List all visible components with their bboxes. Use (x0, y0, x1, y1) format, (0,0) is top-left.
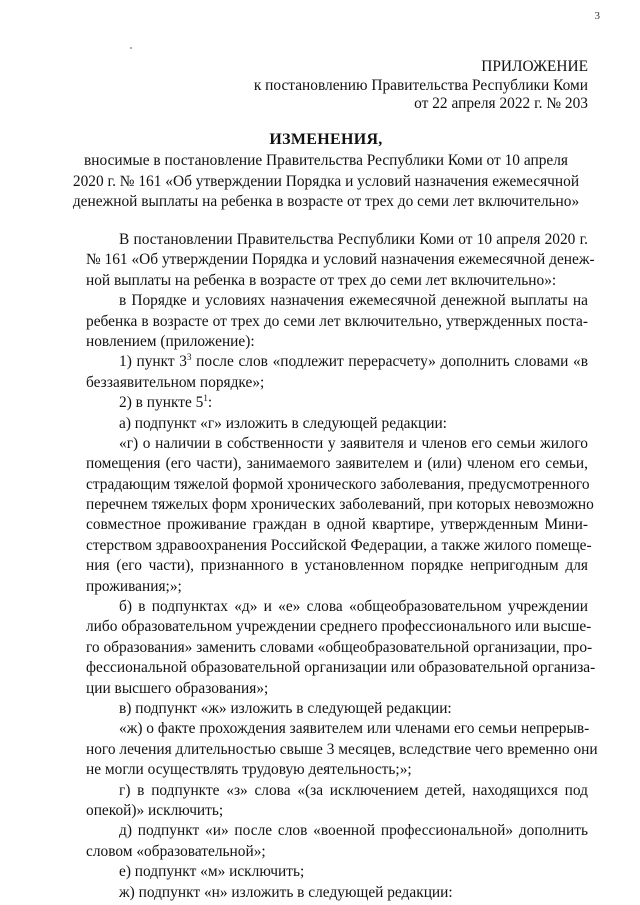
appendix-line-1: к постановлению Правительства Республики Коми (253, 76, 588, 94)
body-line (86, 352, 588, 372)
body-line: ного лечения длительностью свыше 3 месяцев, вследствие чего временно они (86, 740, 598, 758)
body-line: фессиональной образовательной организации или образовательной организа- (86, 659, 596, 677)
body-line: ж) подпункт «н» изложить в следующей редакции: (119, 883, 453, 901)
body-line: б) в подпунктах «д» и «е» слова «общеобразовательном учреждении (119, 598, 588, 616)
body-line: совместное проживание граждан в одной квартире, утвержденным Мини- (86, 516, 588, 534)
superscript: 3 (186, 352, 192, 363)
subtitle-line: 2020 г. № 161 «Об утверждении Порядка и условий назначения ежемесячной (72, 172, 580, 190)
scan-speck (130, 47, 132, 49)
body-line: в Порядке и условиях назначения ежемесячной денежной выплаты на (119, 292, 588, 310)
body-line: д) подпункт «и» после слов «военной профессиональной» дополнить (119, 822, 588, 840)
body-line: «ж) о факте прохождения заявителем или членами его семьи непрерыв- (119, 720, 590, 738)
body-line: «г) о наличии в собственности у заявителя и членов его семьи жилого (119, 434, 588, 452)
body-line: В постановлении Правительства Республики Коми от 10 апреля 2020 г. (119, 231, 588, 248)
body-line: ния (его части), признанного в установленном порядке непригодным для (86, 557, 588, 575)
document-subtitle (64, 151, 588, 213)
body-line: го образования» заменить словами «общеобразовательной организации, про- (86, 638, 593, 656)
body-line: ребенка в возрасте от трех до семи лет включительно, утвержденных поста- (86, 312, 588, 330)
body-line: стерством здравоохранения Российской Федерации, а также жилого помеще- (86, 536, 592, 554)
superscript: 1 (203, 393, 208, 404)
body-line: словом «образовательной»; (86, 842, 266, 860)
item-2-text: 2) в пункте 5 (119, 394, 204, 412)
body-line: ции высшего образования»; (86, 679, 269, 697)
document-title: ИЗМЕНЕНИЯ, (269, 131, 383, 148)
appendix-block (240, 58, 588, 114)
body-line (86, 393, 588, 413)
body-line: страдающим тяжелой формой хронического заболевания, предусмотренного (86, 475, 590, 493)
body-line: либо образовательном учреждении среднего профессионального или высше- (86, 618, 592, 636)
document-body (86, 230, 598, 903)
body-line: е) подпункт «м» исключить; (119, 863, 305, 881)
body-line: опекой)» исключить; (86, 801, 224, 819)
body-line: г) в подпункте «з» слова «(за исключением детей, находящихся под (119, 781, 588, 799)
body-line: не могли осуществлять трудовую деятельность;»; (86, 761, 412, 779)
item-2-colon: : (207, 394, 213, 412)
body-line: перечнем тяжелых форм хронических заболеваний, при которых невозможно (86, 496, 594, 514)
subtitle-line: вносимые в постановление Правительства Республики Коми от 10 апреля (83, 152, 568, 169)
body-line: беззаявительном порядке»; (86, 373, 265, 391)
body-line: а) подпункт «г» изложить в следующей редакции: (119, 414, 447, 432)
body-line: ной выплаты на ребенка в возрасте от трех до семи лет включительно»: (86, 271, 557, 289)
page-number: 3 (594, 10, 600, 22)
body-line: новлением (приложение): (86, 332, 255, 350)
item-1-text: 1) пункт 3 (119, 353, 187, 371)
appendix-line-2: от 22 апреля 2022 г. № 203 (414, 95, 588, 112)
subtitle-line: денежной выплаты на ребенка в возрасте от трех до семи лет включительно» (72, 193, 580, 210)
body-line: проживания;»; (86, 577, 182, 595)
appendix-title: ПРИЛОЖЕНИЕ (481, 58, 588, 75)
body-line: помещения (его части), занимаемого заявителем и (или) членом его семьи, (86, 455, 588, 473)
item-1-text-cont: после слов «подлежит перерасчету» дополнить словами «в (191, 353, 588, 371)
body-line: в) подпункт «ж» изложить в следующей редакции: (119, 699, 452, 717)
body-line: № 161 «Об утверждении Порядка и условий назначения ежемесячной денеж- (86, 251, 595, 269)
